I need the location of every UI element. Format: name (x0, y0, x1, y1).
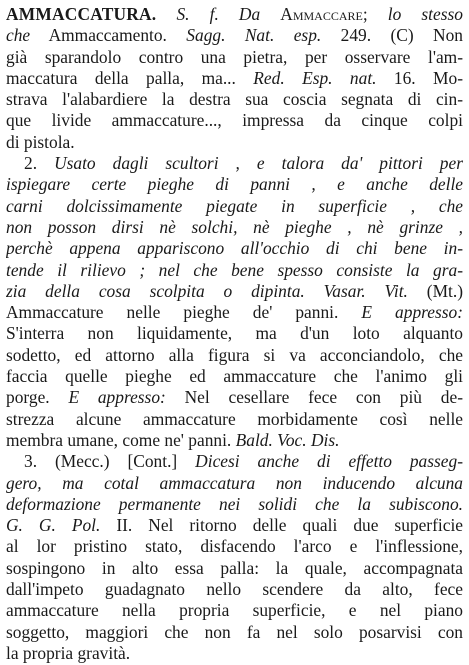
text-run: Bald. Voc. Dis. (235, 429, 340, 450)
text-line (6, 323, 463, 344)
text-run: gero, ma cotal ammaccatura non inducendo alcuna (6, 472, 463, 493)
text-line (6, 25, 463, 46)
text-run: maccatura della palla, ma... (6, 67, 254, 88)
text-line (6, 47, 463, 68)
headword: AMMACCATURA. (6, 4, 157, 24)
text-run: 3. (Mecc.) [Cont.] (24, 451, 196, 472)
text-run: 249. (C) Non (321, 25, 463, 46)
text-run: 16. Mo- (376, 67, 463, 88)
text-run: tende il rilievo ; nel che bene spesso consiste la gra- (6, 259, 463, 280)
text-run: carni dolcissimamente piegate in superficie , che (6, 195, 463, 216)
text-line (6, 643, 463, 664)
text-run: Ammaccare (280, 4, 363, 24)
text-run: dall'impeto guadagnato nello scendere da alto, fece (6, 579, 463, 600)
text-run: II. Nel ritorno delle quali due superficie (100, 515, 463, 536)
text-run: al lor pristino stato, disfacendo l'arco e l'inflessione, (6, 536, 463, 557)
text-run: G. G. Pol. (6, 515, 101, 536)
text-run: già sparandolo contro una pietra, per osservare l'am- (6, 46, 463, 67)
text-run: E appresso: (361, 302, 463, 323)
text-line (6, 110, 463, 131)
text-line (6, 68, 463, 89)
text-run: perchè appena appariscono all'occhio di chi bene in- (6, 238, 463, 259)
text-line (6, 174, 463, 195)
text-line (6, 4, 463, 25)
text-line (6, 451, 463, 472)
text-run: E appresso: (68, 387, 166, 408)
text-line (6, 281, 463, 302)
text-line (6, 217, 463, 238)
text-run: S. f. Da (176, 4, 261, 24)
text-run: (Mt.) (407, 280, 463, 301)
text-run: que livide ammaccature..., impressa da cinque colpi (6, 110, 463, 131)
text-run: soggetto, maggiori che non fa nel solo posarvisi con (6, 621, 463, 642)
text-line (6, 153, 463, 174)
text-run: S'interra non liquidamente, ma d'un loto alquanto (6, 323, 463, 344)
text-line (6, 345, 463, 366)
text-run: non posson dirsi nè solchi, nè pieghe , nè grinze , (6, 216, 463, 237)
text-line (6, 366, 463, 387)
text-line (6, 579, 463, 600)
text-run: ; (362, 4, 388, 24)
text-line (6, 302, 463, 323)
text-line (6, 430, 463, 451)
text-line (6, 132, 463, 153)
dictionary-entry (6, 4, 463, 664)
text-line (6, 196, 463, 217)
text-run (156, 4, 176, 24)
text-line (6, 473, 463, 494)
text-line (6, 409, 463, 430)
text-run: ispiegare certe pieghe di panni , e anche delle (6, 174, 463, 195)
text-line (6, 260, 463, 281)
text-run: sodetto, ed attorno alla figura si va acconciandolo, che (6, 344, 463, 365)
text-line (6, 622, 463, 643)
text-line (6, 387, 463, 408)
text-run: sospingono in alto essa palla: la quale, accompagnata (6, 557, 463, 578)
text-line (6, 536, 463, 557)
text-run: Sagg. Nat. esp. (186, 25, 322, 46)
text-run: deformazione permanente nei solidi che la subiscono. (6, 493, 463, 514)
text-run: Usato dagli scultori , e talora da' pittori per (54, 153, 463, 174)
text-run: porge. (6, 387, 69, 408)
text-run: faccia quelle pieghe ed ammaccature che l'animo gli (6, 366, 463, 387)
text-run: membra umane, come ne' panni. (6, 429, 236, 450)
text-run: Ammaccamento. (30, 25, 187, 46)
text-run: che (6, 25, 31, 46)
text-run: ammaccature nella propria superficie, e nel piano (6, 600, 463, 621)
text-line (6, 515, 463, 536)
text-run: strava l'alabardiere la destra sua coscia segnata di cin- (6, 89, 463, 110)
text-run: di pistola. (6, 131, 75, 152)
text-line (6, 600, 463, 621)
entry-text (6, 4, 463, 664)
text-run: Red. Esp. nat. (253, 67, 377, 88)
text-run: 2. (24, 153, 55, 174)
text-run: lo stesso (387, 4, 463, 24)
text-run: Nel cesellare fece con più de- (165, 387, 463, 408)
text-run: Ammaccature nelle pieghe de' panni. (6, 302, 362, 323)
text-line (6, 89, 463, 110)
text-run (260, 4, 280, 24)
text-line (6, 558, 463, 579)
text-line (6, 494, 463, 515)
text-run: strezza alcune ammaccature morbidamente così nelle (6, 408, 463, 429)
text-line (6, 238, 463, 259)
text-run: Dicesi anche di effetto passeg- (195, 451, 463, 472)
text-run: la propria gravità. (6, 642, 131, 663)
text-run: zia della cosa scolpita o dipinta. Vasar. Vit. (6, 280, 408, 301)
